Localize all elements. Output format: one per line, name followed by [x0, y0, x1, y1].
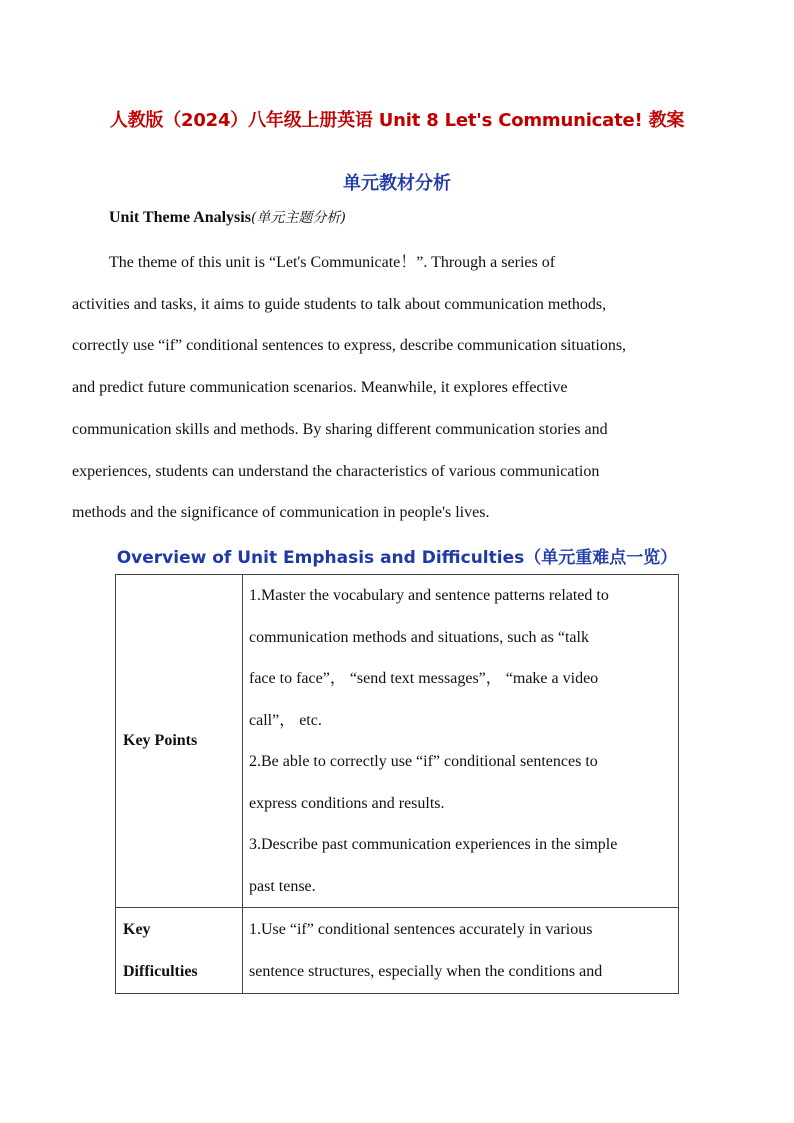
label-line: Key Points — [123, 732, 198, 750]
content-line: express conditions and results. — [249, 794, 445, 812]
label-line: Difficulties — [123, 962, 198, 980]
content-line: 3.Describe past communication experiences in the simple — [249, 836, 618, 853]
section-title: 单元教材分析 — [343, 173, 451, 194]
paragraph-line: methods and the significance of communication in people's lives. — [72, 504, 490, 522]
content-line: face to face”， “send text messages”， “make a video — [249, 670, 599, 687]
paragraph-line: The theme of this unit is “Let's Communicate！”. Through a series of — [109, 254, 556, 271]
paragraph-line: experiences, students can understand the characteristics of various communication — [72, 462, 600, 480]
table-row-key-points — [116, 575, 679, 908]
content-line: 1.Use “if” conditional sentences accurately in various — [249, 921, 593, 938]
row-content-key-points — [243, 575, 679, 908]
theme-heading-cn: (单元主题分析) — [250, 210, 346, 226]
content-line: sentence structures, especially when the conditions and — [249, 962, 603, 980]
table-row-key-difficulties — [116, 908, 679, 994]
theme-heading — [109, 207, 346, 227]
row-label-key-difficulties — [116, 908, 243, 994]
overview-title: Overview of Unit Emphasis and Difficulties（单元重难点一览） — [116, 548, 678, 568]
paragraph-line: and predict future communication scenarios. Meanwhile, it explores effective — [72, 379, 568, 397]
paragraph-line: communication skills and methods. By sharing different communication stories and — [72, 420, 608, 438]
paragraph-line: activities and tasks, it aims to guide students to talk about communication methods, — [72, 295, 607, 313]
content-line: 2.Be able to correctly use “if” conditional sentences to — [249, 753, 598, 770]
content-line: call”， etc. — [249, 711, 322, 729]
emphasis-table — [115, 574, 679, 994]
theme-heading-text: Unit Theme Analysis — [109, 209, 251, 226]
paragraph-line: correctly use “if” conditional sentences to express, describe communication situations, — [72, 337, 627, 355]
row-content-key-difficulties — [243, 908, 679, 994]
label-line: Key — [123, 921, 151, 938]
document-title: 人教版（2024）八年级上册英语 Unit 8 Let's Communicate! 教案 — [109, 110, 685, 131]
theme-paragraph — [72, 242, 722, 534]
content-line: 1.Master the vocabulary and sentence patterns related to — [249, 587, 609, 604]
content-line: past tense. — [249, 877, 316, 895]
row-label-key-points — [116, 575, 243, 908]
content-line: communication methods and situations, such as “talk — [249, 628, 589, 646]
